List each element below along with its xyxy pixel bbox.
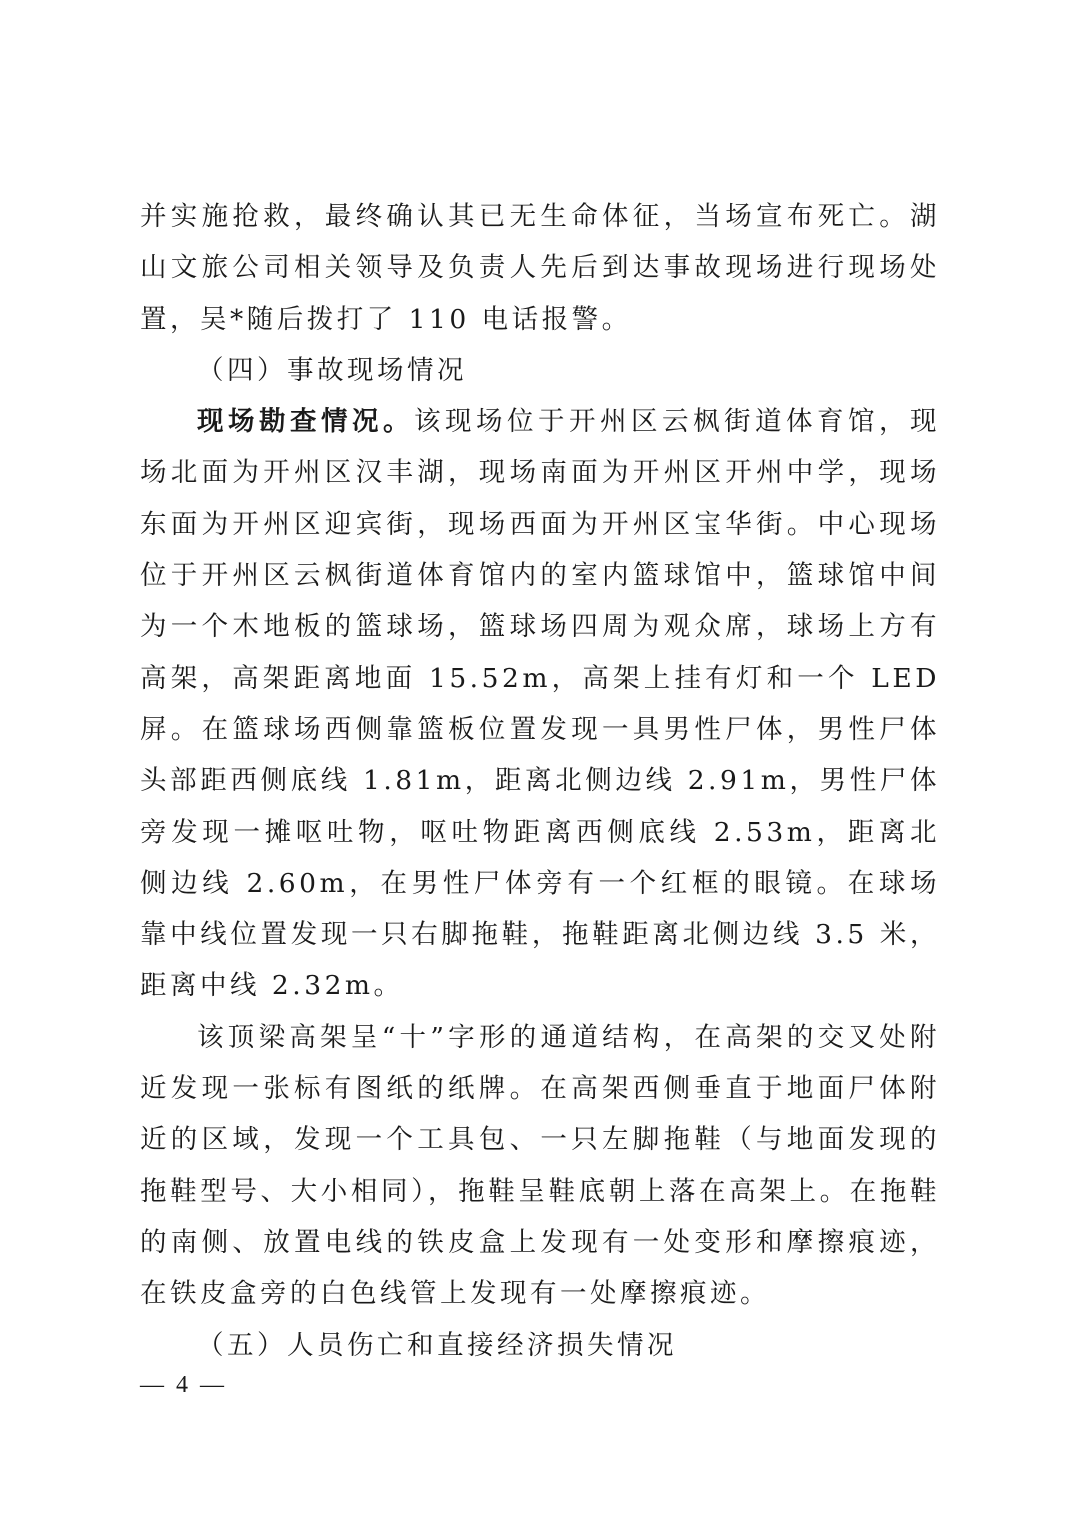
paragraph-scene-survey <box>140 396 940 1012</box>
paragraph-scene-body: 该现场位于开州区云枫街道体育馆，现场北面为开州区汉丰湖，现场南面为开州区开州中学，现场东面为开州区迎宾街，现场西面为开州区宝华街。中心现场位于开州区云枫街道体育馆内的室内篮球馆中，篮球馆中间为一个木地板的篮球场，篮球场四周为观众席，球场上方有高架，高架距离地面 15.52m，高架上挂有灯和一个 LED 屏。在篮球场西侧靠篮板位置发现一具男性尸体，男性尸体头部距西侧底线 1.81m，距离北侧边线 2.91m，男性尸体旁发现一摊呕吐物，呕吐物距离西侧底线 2.53m，距离北侧边线 2.60m，在男性尸体旁有一个红框的眼镜。在球场靠中线位置发现一只右脚拖鞋，拖鞋距离北侧边线 3.5 米，距离中线 2.32m。 <box>140 406 940 1002</box>
paragraph-lead-bold: 现场勘查情况。 <box>197 406 414 438</box>
document-body <box>140 191 940 1371</box>
paragraph-elevated-structure: 该顶梁高架呈“十”字形的通道结构，在高架的交叉处附近发现一张标有图纸的纸牌。在高架西侧垂直于地面尸体附近的区域，发现一个工具包、一只左脚拖鞋（与地面发现的拖鞋型号、大小相同），拖鞋呈鞋底朝上落在高架上。在拖鞋的南侧、放置电线的铁皮盒上发现有一处变形和摩擦痕迹，在铁皮盒旁的白色线管上发现有一处摩擦痕迹。 <box>140 1021 940 1310</box>
section-heading-4: （四）事故现场情况 <box>197 354 467 386</box>
paragraph-continuation: 并实施抢救，最终确认其已无生命体征，当场宣布死亡。湖山文旅公司相关领导及负责人先后到达事故现场进行现场处置，吴*随后拨打了 110 电话报警。 <box>140 201 940 335</box>
section-heading-5: （五）人员伤亡和直接经济损失情况 <box>197 1329 677 1361</box>
page-footer <box>140 1372 226 1399</box>
footer-dash-left: — <box>140 1372 166 1398</box>
footer-dash-right: — <box>200 1372 226 1398</box>
page-number: 4 <box>176 1372 190 1398</box>
